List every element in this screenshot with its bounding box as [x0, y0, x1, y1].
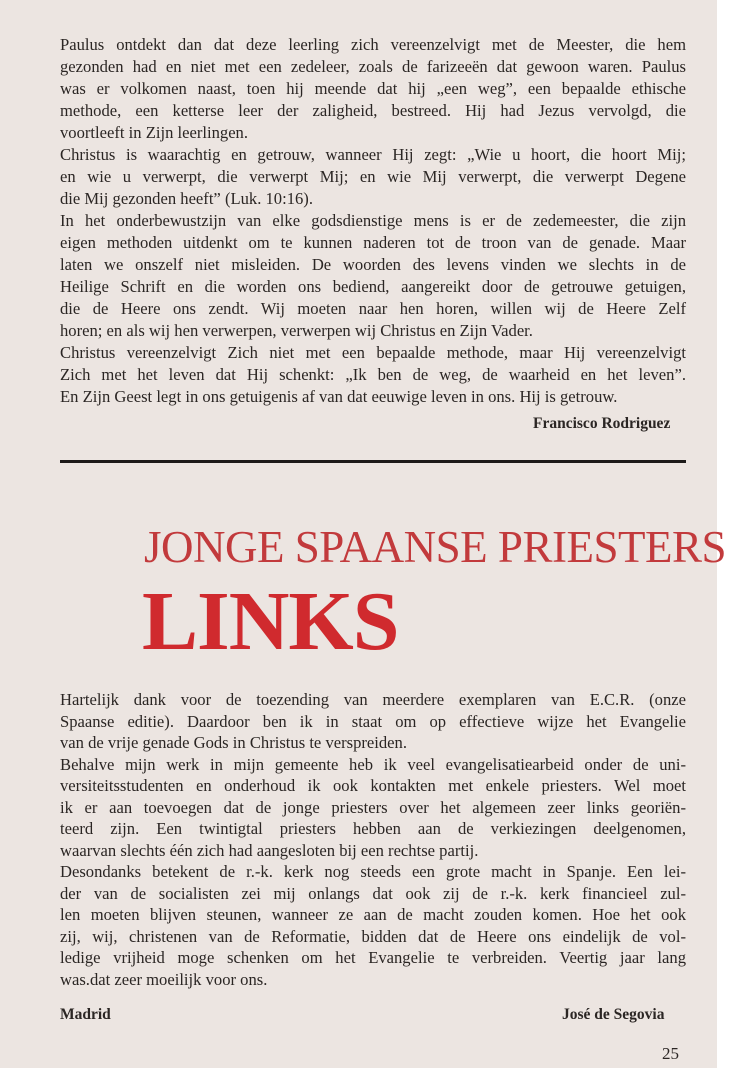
text-line: teerd zijn. Een twintigtal priesters hebben aan de verkiezingen deelgenomen, [60, 819, 686, 838]
paragraph [60, 144, 686, 210]
text-line: eigen methoden uitdenkt om te kunnen naderen tot de troon van de genade. Maar [60, 233, 686, 252]
paragraph [60, 342, 686, 408]
text-line: waarvan slechts één zich had aangesloten bij een rechtse partij. [60, 840, 479, 860]
page-number: 25 [662, 1044, 679, 1063]
text-line: die Mij gezonden heeft” (Luk. 10:16). [60, 189, 313, 208]
text-line: gezonden had en niet met een zedeleer, zoals de farizeeën dat gewoon waren. Paulus [60, 57, 686, 76]
article2-body [60, 689, 686, 990]
paragraph [60, 689, 686, 754]
text-line: En Zijn Geest legt in ons getuigenis af van dat eeuwige leven in ons. Hij is getrouw. [60, 387, 618, 406]
text-line: was.dat zeer moeilijk voor ons. [60, 969, 268, 989]
text-line: methode, een ketterse leer der zaligheid, bestreed. Hij had Jezus vervolgd, die [60, 101, 686, 120]
text-line: van de vrije genade Gods in Christus te verspreiden. [60, 733, 407, 752]
text-line: zij, wij, christenen van de Reformatie, bidden dat de Heere ons eindelijk de vol- [60, 926, 686, 946]
text-line: die de Heere ons zendt. Wij moeten naar hen horen, willen wij de Heere Zelf [60, 299, 686, 318]
text-line: Hartelijk dank voor de toezending van meerdere exemplaren van E.C.R. (onze [60, 690, 686, 709]
text-line: Paulus ontdekt dan dat deze leerling zich vereenzelvigt met de Meester, die hem [60, 35, 686, 54]
text-line: ik er aan toevoegen dat de jonge priesters over het algemeen zeer links georiën- [60, 797, 686, 817]
text-line: Desondanks betekent de r.-k. kerk nog steeds een grote macht in Spanje. Een lei- [60, 862, 686, 881]
text-line: ledige vrijheid moge schenken om het Evangelie te verbreiden. Veertig jaar lang [60, 948, 686, 967]
text-line: laten we onszelf niet misleiden. De woorden des levens vinden we slechts in de [60, 255, 686, 274]
article1-body [60, 34, 686, 408]
text-line: Christus vereenzelvigt Zich niet met een bepaalde methode, maar Hij vereenzelvigt [60, 343, 686, 362]
text-line: Zich met het leven dat Hij schenkt: „Ik ben de weg, de waarheid en het leven”. [60, 365, 686, 384]
paragraph [60, 34, 686, 144]
paragraph [60, 861, 686, 990]
article2-title-line2: LINKS [142, 575, 399, 668]
text-line: Christus is waarachtig en getrouw, wanneer Hij zegt: „Wie u hoort, die hoort Mij; [60, 145, 686, 164]
text-line: len moeten blijven steunen, wanneer ze aan de macht zouden komen. Hoe het ook [60, 905, 686, 924]
text-line: Spaanse editie). Daardoor ben ik in staat om op effectieve wijze het Evangelie [60, 711, 686, 731]
text-line: voortleeft in Zijn leerlingen. [60, 123, 249, 142]
article1-author: Francisco Rodriguez [533, 415, 671, 432]
paragraph [60, 754, 686, 862]
text-line: horen; en als wij hen verwerpen, verwerpen wij Christus en Zijn Vader. [60, 321, 533, 340]
text-line: In het onderbewustzijn van elke godsdienstige mens is er de zedemeester, die zijn [60, 211, 686, 230]
text-line: Behalve mijn werk in mijn gemeente heb ik veel evangelisatiearbeid onder de uni- [60, 754, 686, 774]
text-line: en wie u verwerpt, die verwerpt Mij; en wie Mij verwerpt, die verwerpt Degene [60, 167, 686, 186]
article2-place: Madrid [60, 1006, 111, 1023]
text-line: was er volkomen naast, toen hij meende dat hij „een weg”, een bepaalde ethische [60, 79, 686, 98]
section-divider [60, 460, 686, 463]
article2-title-line1: JONGE SPAANSE PRIESTERS [144, 522, 726, 572]
paragraph [60, 210, 686, 342]
text-line: versiteitsstudenten en onderhoud ik ook kontakten met enkele priesters. Wel moet [60, 776, 686, 795]
article2-author: José de Segovia [562, 1006, 665, 1023]
text-line: Heilige Schrift en die worden ons bediend, aangereikt door de getrouwe getuigen, [60, 277, 686, 296]
text-line: der van de socialisten zei mij onlangs dat ook zij de r.-k. kerk financieel zul- [60, 883, 686, 903]
